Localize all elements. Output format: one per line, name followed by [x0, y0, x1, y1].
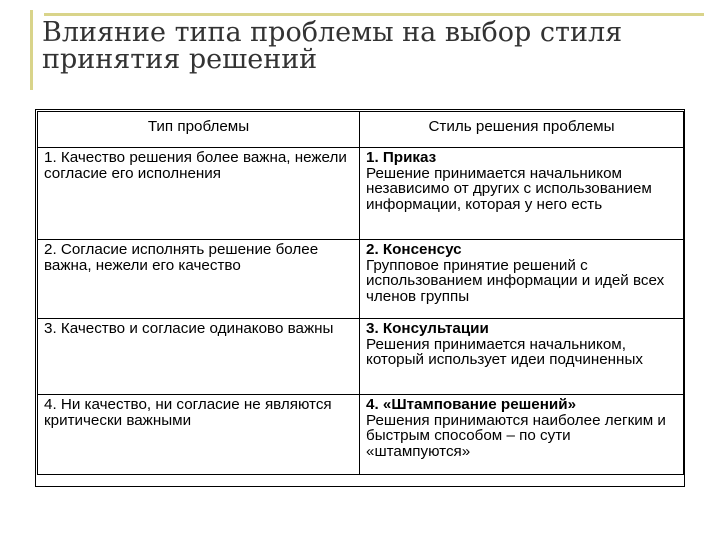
table-row: [38, 319, 684, 395]
style-name: 1. Приказ: [366, 149, 437, 166]
slide-title-line-2: принятия решений: [42, 44, 318, 75]
style-cell: [360, 240, 684, 319]
style-cell: [360, 319, 684, 395]
slide-title-line-1: Влияние типа проблемы на выбор стиля: [42, 17, 623, 48]
header-problem-type: Тип проблемы: [38, 112, 360, 148]
style-description: Решение принимается начальником независимо от других с использованием информации, которая у него есть: [366, 164, 652, 213]
problem-cell: 3. Качество и согласие одинаково важны: [38, 319, 360, 395]
problem-style-table: [37, 111, 684, 475]
style-name: 4. «Штампование решений»: [366, 396, 577, 413]
title-top-rule: [44, 13, 704, 16]
slide-title: [42, 19, 682, 73]
style-cell: [360, 148, 684, 240]
table-row: [38, 240, 684, 319]
problem-cell: 1. Качество решения более важна, нежели согласие его исполнения: [38, 148, 360, 240]
problem-cell: 4. Ни качество, ни согласие не являются критически важными: [38, 395, 360, 475]
style-description: Решения принимаются наиболее легким и быстрым способом – по сути «штампуются»: [366, 411, 666, 460]
style-name: 2. Консенсус: [366, 241, 462, 258]
style-cell: [360, 395, 684, 475]
table-header-row: [38, 112, 684, 148]
table-row: [38, 395, 684, 475]
problem-cell: 2. Согласие исполнять решение более важна, нежели его качество: [38, 240, 360, 319]
table-row: [38, 148, 684, 240]
title-side-rule: [30, 10, 33, 90]
header-solution-style: Стиль решения проблемы: [360, 112, 684, 148]
style-description: Решения принимается начальником, который использует идеи подчиненных: [366, 335, 643, 369]
style-description: Групповое принятие решений с использованием информации и идей всех членов группы: [366, 256, 665, 305]
style-name: 3. Консультации: [366, 320, 489, 337]
